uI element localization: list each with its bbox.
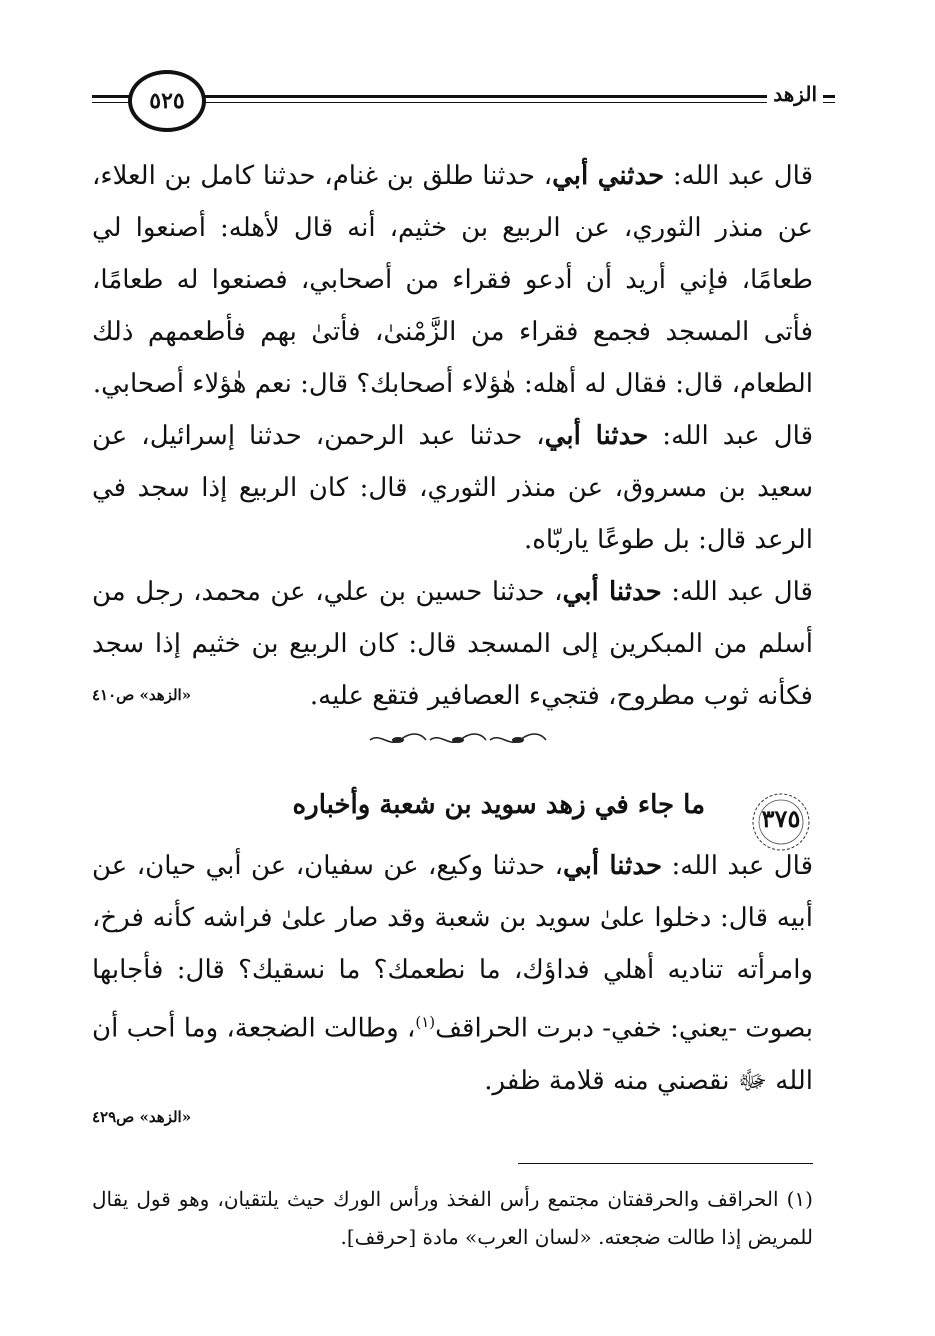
footnote-reference[interactable]: (١) — [415, 1013, 436, 1031]
paragraph-text: ، وطالت الضجعة، وما أحب أن الله ﷻ نقصني منه قلامة ظفر. — [92, 1013, 813, 1096]
source-citation-1: «الزهد» ص٤١٠ — [92, 686, 192, 704]
page-number: ٥٢٥ — [128, 70, 206, 132]
header-rule-left-thin — [92, 102, 130, 103]
section-number: ٣٧٥ — [761, 804, 801, 833]
paragraph-lead: قال عبد الله: — [648, 421, 814, 451]
header-rule-right-thin — [205, 102, 835, 103]
paragraph-1 — [92, 150, 813, 410]
narrator-label: حدثنا أبي — [562, 577, 662, 607]
paragraph-text: ، حدثنا طلق بن غنام، حدثنا كامل بن العلاء، عن منذر الثوري، عن الربيع بن خثيم، أنه قال لأهله: أصنعوا لي طعامًا، فإني أريد أن أدعو فقراء من أصحابي، فصنعوا له طعامًا، فأتى المسجد فجمع فقراء من الزَّمْنىٰ، فأتىٰ بهم فأطعمهم ذلك الطعام، قال: فقال له أهله: هٰؤلاء أصحابك؟ قال: نعم هٰؤلاء أصحابي. — [92, 161, 813, 399]
section-paragraph — [92, 840, 813, 1107]
paragraph-text: ، حدثنا حسين بن علي، عن محمد، رجل من أسلم من المبكرين إلى المسجد قال: كان الربيع بن خثيم إذا سجد فكأنه ثوب مطروح، فتجيء العصافير فتقع عليه. — [92, 577, 813, 711]
narrator-label: حدثنا أبي — [563, 851, 663, 881]
paragraph-3 — [92, 566, 813, 722]
narrator-label: حدثنا أبي — [544, 421, 649, 451]
source-citation-2: «الزهد» ص٤٢٩ — [92, 1108, 192, 1126]
footnote-mark: (١) — [778, 1187, 813, 1211]
paragraph-text: ، حدثنا وكيع، عن سفيان، عن أبي حيان، عن أبيه قال: دخلوا علىٰ سويد بن شعبة وقد صار علىٰ فراشه كأنه فرخ، وامرأته تناديه أهلي فداؤك، ما نطعمك؟ ما نسقيك؟ قال: فأجابها بصوت -يعني: خفي- دبرت الحراقف — [92, 851, 813, 1044]
running-header-title: الزهد — [767, 82, 823, 106]
footnote-separator — [518, 1163, 813, 1164]
footnote-text: الحراقف والحرقفتان مجتمع رأس الفخذ ورأس الورك حيث يلتقيان، وهو قول يقال للمريض إذا طالت ضجعته. «لسان العرب» مادة [حرقف]. — [92, 1187, 813, 1249]
paragraph-text: ، حدثنا عبد الرحمن، حدثنا إسرائيل، عن سعيد بن مسروق، عن منذر الثوري، قال: كان الربيع إذا سجد في الرعد قال: بل طوعًا ياربّاه. — [92, 421, 813, 555]
paragraph-2 — [92, 410, 813, 566]
paragraph-lead: قال عبد الله: — [661, 577, 813, 607]
paragraph-lead: قال عبد الله: — [664, 161, 813, 191]
header-rule-left — [92, 95, 130, 98]
footnote — [92, 1180, 813, 1256]
ornament-divider — [368, 730, 548, 750]
header-rule-right — [205, 95, 835, 98]
narrator-label: حدثني أبي — [552, 161, 665, 191]
paragraph-lead: قال عبد الله: — [662, 851, 814, 881]
section-title: ما جاء في زهد سويد بن شعبة وأخباره — [292, 790, 705, 820]
